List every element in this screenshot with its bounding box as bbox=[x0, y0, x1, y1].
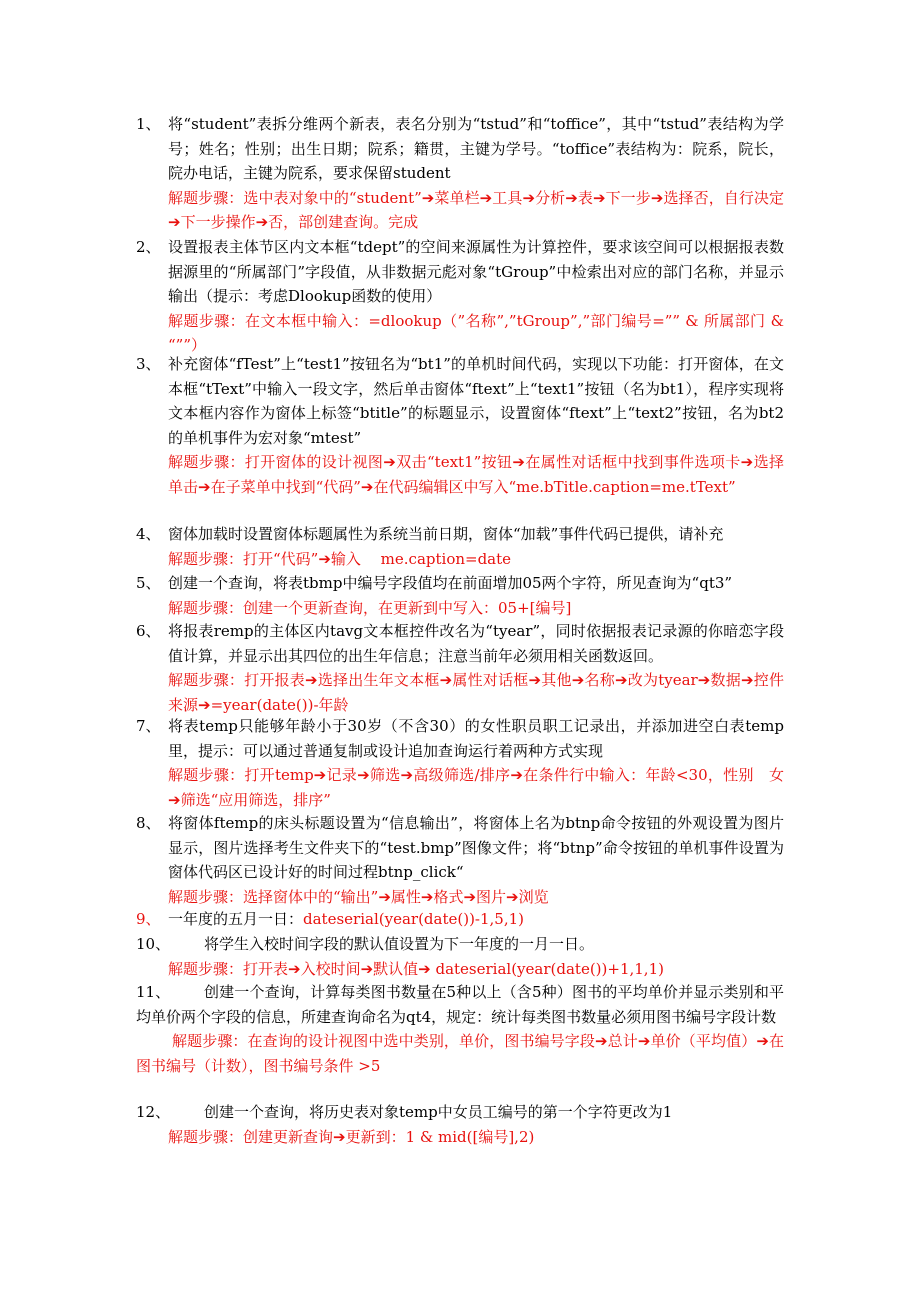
solution-steps: 解题步骤：创建一个更新查询，在更新到中写入：05+[编号] bbox=[168, 598, 572, 617]
question-5 bbox=[136, 571, 784, 620]
answer-formula: dateserial(year(date())-1,5,1) bbox=[303, 910, 525, 928]
solution-steps: 解题步骤：打开报表➔选择出生年文本框➔属性对话框➔其他➔名称➔改为tyear➔数据➔控件来源➔=year(date())-年龄 bbox=[168, 671, 784, 714]
item-number: 12、 bbox=[136, 1103, 171, 1121]
question-3 bbox=[136, 352, 784, 500]
question-4 bbox=[136, 522, 784, 571]
solution-steps: 解题步骤：创建更新查询➔更新到：1 & mid([编号],2) bbox=[168, 1127, 535, 1146]
item-number: 11、 bbox=[136, 983, 171, 1001]
question-text: 一年度的五月一日： bbox=[168, 910, 304, 928]
question-9 bbox=[136, 907, 784, 932]
question-11 bbox=[136, 980, 784, 1078]
question-7 bbox=[136, 714, 784, 812]
item-number: 8、 bbox=[136, 814, 161, 832]
question-1 bbox=[136, 112, 784, 235]
question-10 bbox=[136, 932, 784, 981]
question-text: 创建一个查询，将表tbmp中编号字段值均在前面增加05两个字符，所见查询为“qt3” bbox=[168, 574, 733, 592]
solution-steps: 解题步骤：打开窗体的设计视图➔双击“text1”按钮➔在属性对话框中找到事件选项卡➔选择单击➔在子菜单中找到“代码”➔在代码编辑区中写入“me.bTitle.caption=me.tText” bbox=[168, 453, 784, 496]
solution-steps: 解题步骤：选择窗体中的“输出”➔属性➔格式➔图片➔浏览 bbox=[168, 887, 549, 906]
question-2 bbox=[136, 235, 784, 358]
item-number: 10、 bbox=[136, 935, 171, 953]
item-number: 7、 bbox=[136, 717, 161, 735]
item-number: 5、 bbox=[136, 574, 161, 592]
question-text: 将窗体ftemp的床头标题设置为“信息输出”，将窗体上名为btnp命令按钮的外观设置为图片显示，图片选择考生文件夹下的“test.bmp”图像文件；将“btnp”命令按钮的单机事件设置为窗体代码区已设计好的时间过程btnp_click“ bbox=[168, 814, 784, 882]
question-12 bbox=[136, 1100, 784, 1149]
question-text: 将报表remp的主体区内tavg文本框控件改名为“tyear”，同时依据报表记录源的你暗恋字段值计算，并显示出其四位的出生年信息；注意当前年必须用相关函数返回。 bbox=[168, 622, 784, 665]
solution-steps: 解题步骤：打开表➔入校时间➔默认值➔ dateserial(year(date())+1,1,1) bbox=[168, 959, 664, 978]
solution-steps: 解题步骤：在查询的设计视图中选中类别，单价，图书编号字段➔总计➔单价（平均值）➔在图书编号（计数），图书编号条件 >5 bbox=[136, 1032, 784, 1075]
question-text: 将学生入校时间字段的默认值设置为下一年度的一月一日。 bbox=[204, 935, 595, 953]
question-text: 窗体加载时设置窗体标题属性为系统当前日期，窗体“加载”事件代码已提供，请补充 bbox=[168, 525, 724, 543]
solution-steps: 解题步骤：在文本框中输入：=dlookup（”名称”,”tGroup”,”部门编号=”” & 所属部门 & “””） bbox=[168, 311, 784, 355]
solution-steps: 解题步骤：打开“代码”➔输入 me.caption=date bbox=[168, 549, 512, 568]
question-text: 创建一个查询，将历史表对象temp中女员工编号的第一个字符更改为1 bbox=[204, 1103, 673, 1121]
item-number: 2、 bbox=[136, 238, 161, 256]
item-number: 6、 bbox=[136, 622, 161, 640]
item-number: 3、 bbox=[136, 355, 161, 373]
question-6 bbox=[136, 619, 784, 717]
question-text: 补充窗体“fTest”上“test1”按钮名为“bt1”的单机时间代码，实现以下功能：打开窗体，在文本框“tText”中输入一段文字，然后单击窗体“ftext”上“text1”按钮（名为bt1），程序实现将文本框内容作为窗体上标签“btitle”的标题显示，设置窗体“ftext”上“text2”按钮，名为bt2的单机事件为宏对象“mtest” bbox=[168, 355, 784, 447]
question-text: 设置报表主体节区内文本框“tdept”的空间来源属性为计算控件，要求该空间可以根据报表数据源里的“所属部门”字段值，从非数据元彪对象“tGroup”中检索出对应的部门名称，并显示输出（提示：考虑Dlookup函数的使用） bbox=[168, 238, 784, 306]
item-number: 1、 bbox=[136, 115, 161, 133]
question-text: 将表temp只能够年龄小于30岁（不含30）的女性职员职工记录出，并添加进空白表temp里，提示：可以通过普通复制或设计追加查询运行着两种方式实现 bbox=[168, 717, 784, 760]
item-number: 4、 bbox=[136, 525, 161, 543]
question-text: 将“student”表拆分维两个新表，表名分别为“tstud”和“toffice”，其中“tstud”表结构为学号；姓名；性别；出生日期；院系；籍贯，主键为学号。“toffice”表结构为：院系，院长，院办电话，主键为院系，要求保留student bbox=[168, 115, 784, 183]
item-number: 9、 bbox=[136, 910, 161, 928]
question-8 bbox=[136, 811, 784, 909]
solution-steps: 解题步骤：选中表对象中的“student”➔菜单栏➔工具➔分析➔表➔下一步➔选择否，自行决定➔下一步操作➔否，部创建查询。完成 bbox=[168, 188, 784, 232]
question-text: 创建一个查询，计算每类图书数量在5种以上（含5种）图书的平均单价并显示类别和平均单价两个字段的信息，所建查询命名为qt4，规定：统计每类图书数量必须用图书编号字段计数 bbox=[136, 983, 784, 1026]
solution-steps: 解题步骤：打开temp➔记录➔筛选➔高级筛选/排序➔在条件行中输入：年龄<30，性别 女➔筛选“应用筛选，排序” bbox=[168, 766, 784, 809]
